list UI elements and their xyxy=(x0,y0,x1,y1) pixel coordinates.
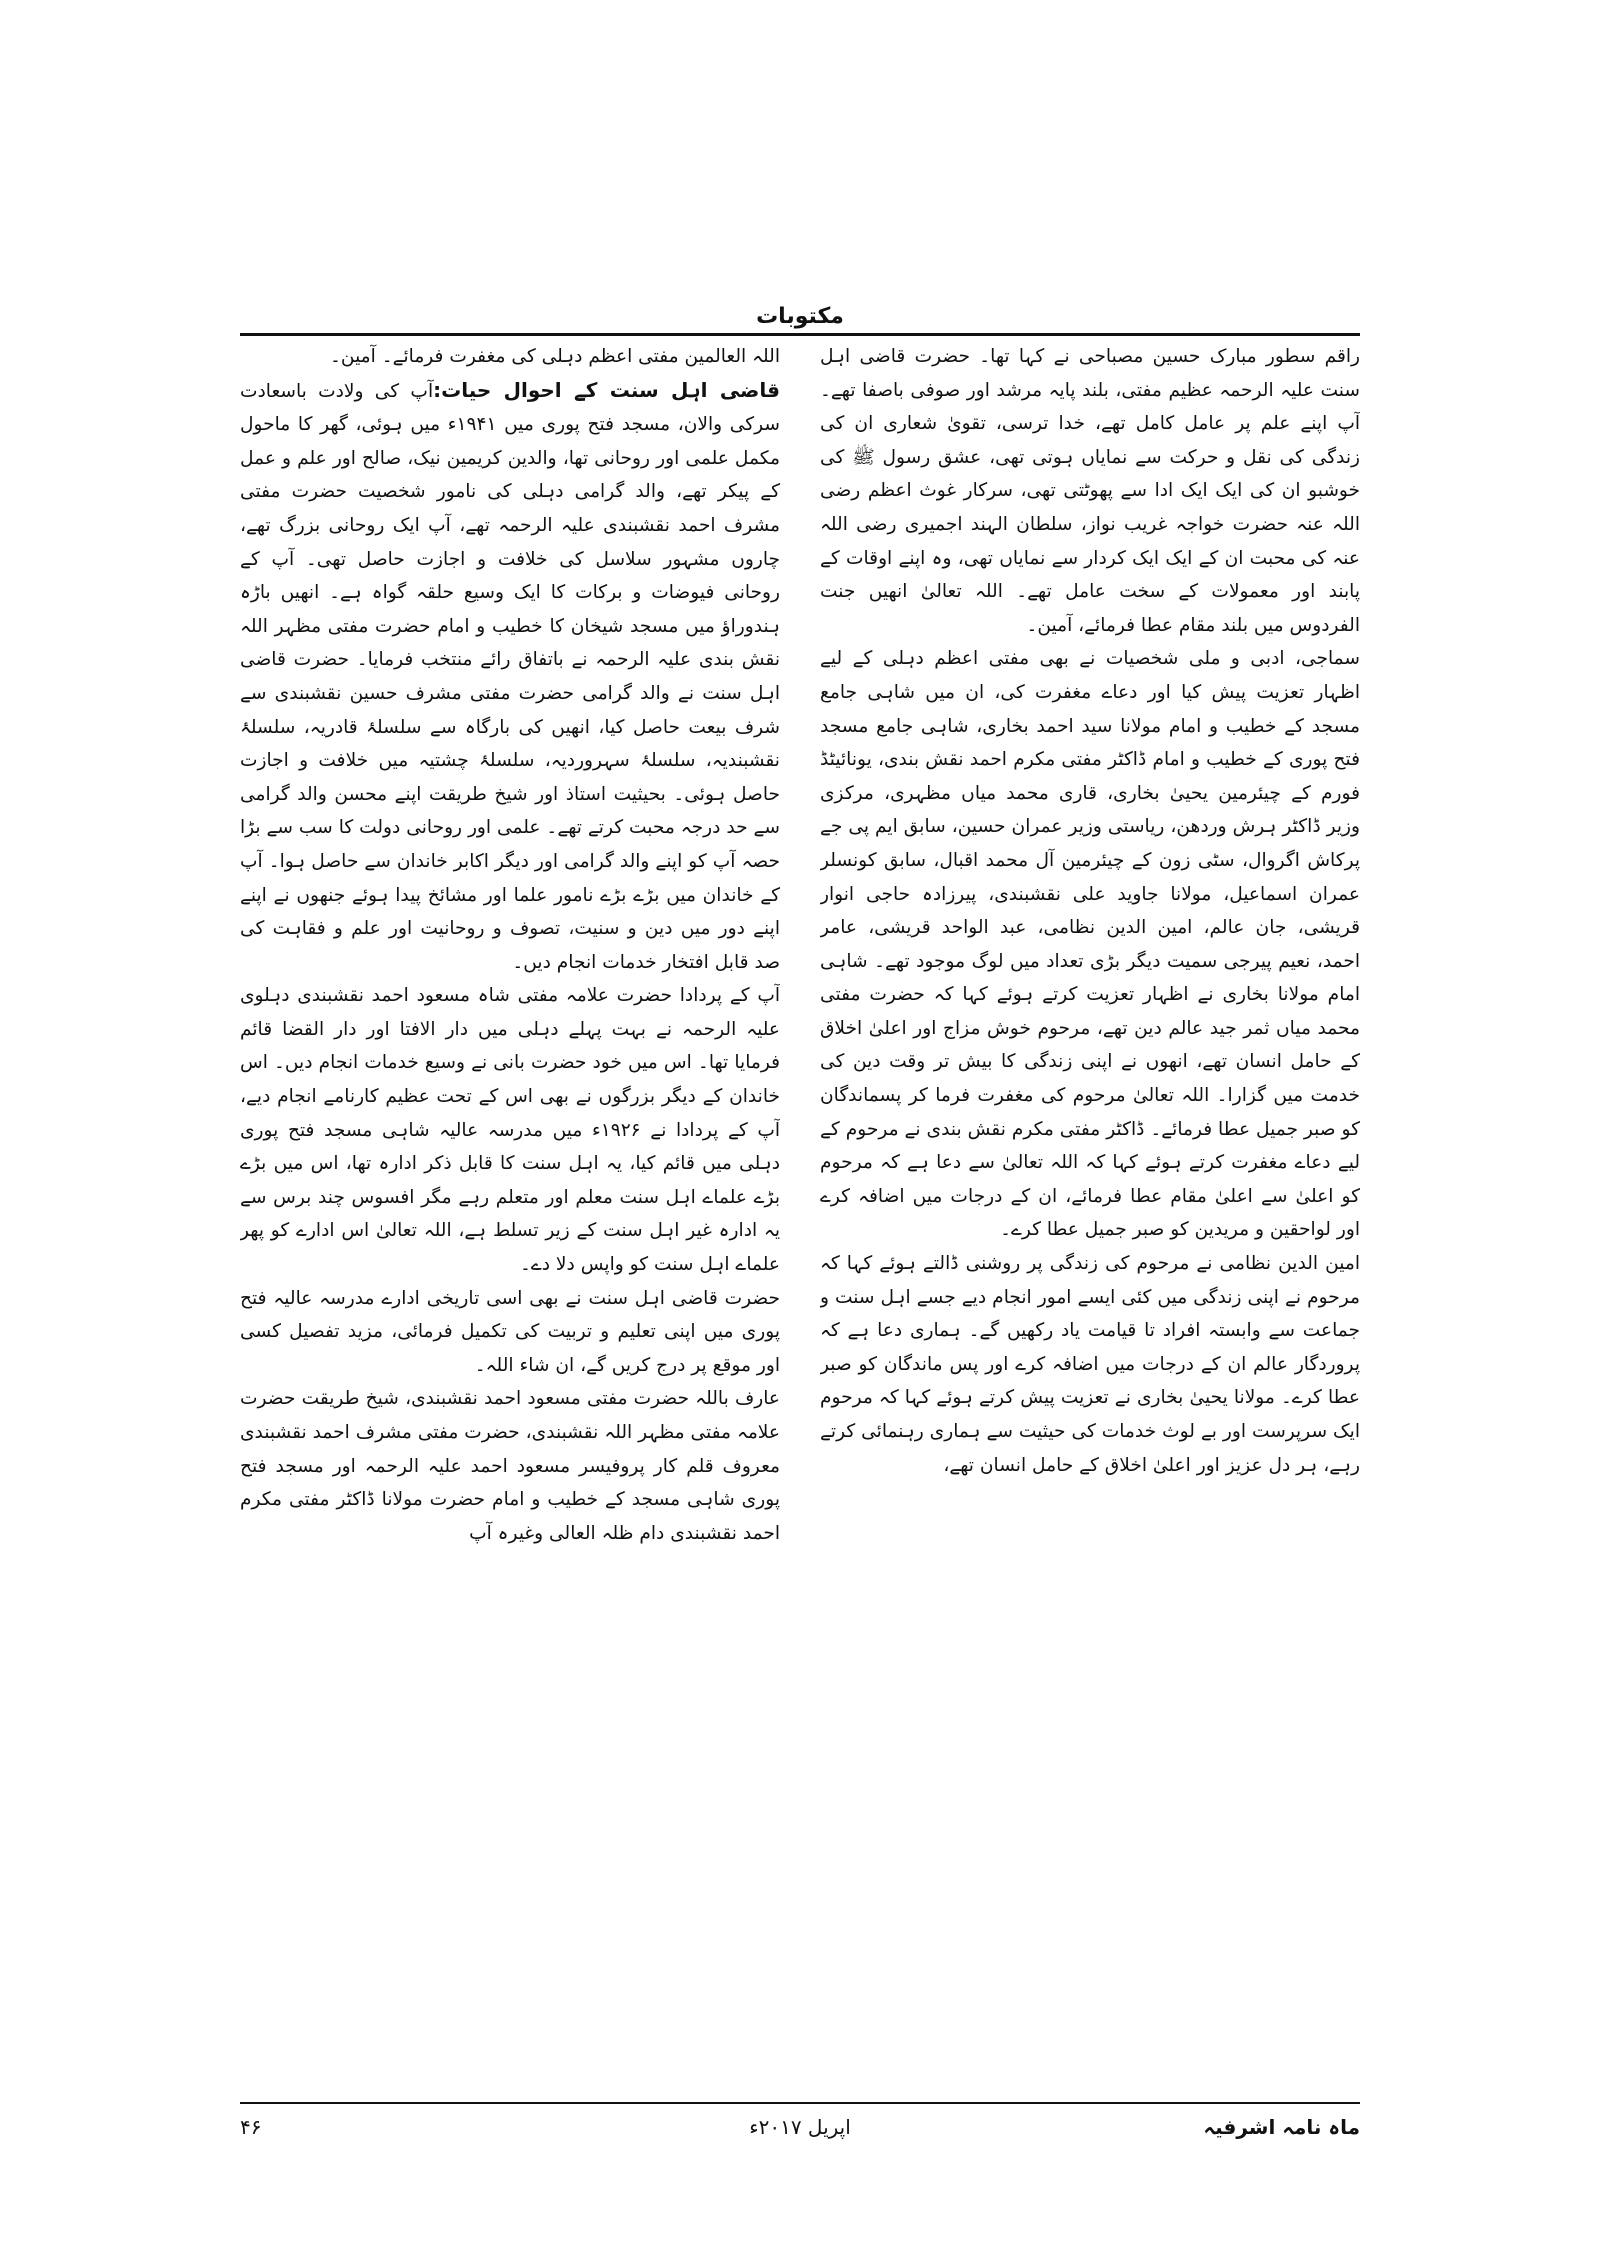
footer-magazine-name: ماہ نامہ اشرفیہ xyxy=(1203,2115,1360,2139)
paragraph: امین الدین نظامی نے مرحوم کی زندگی پر روشنی ڈالتے ہوئے کہا کہ مرحوم نے اپنی زندگی میں کئی ایسے امور انجام دیے جسے اہل سنت و جماعت سے وابستہ افراد تا قیامت یاد رکھیں گے۔ ہماری دعا ہے کہ پروردگار عالم ان کے درجات میں اضافہ کرے اور پس ماندگان کو صبر عطا کرے۔ مولانا یحییٰ بخاری نے تعزیت پیش کرتے ہوئے کہا کہ مرحوم ایک سرپرست اور بے لوث خدمات کی حیثیت سے ہماری رہنمائی کرتے رہے، ہر دل عزیز اور اعلیٰ اخلاق کے حامل انسان تھے، xyxy=(820,1253,1360,1476)
left-column xyxy=(240,340,780,2095)
paragraph: آپ کے پردادا حضرت علامہ مفتی شاہ مسعود احمد نقشبندی دہلوی علیہ الرحمہ نے بہت پہلے دہلی میں دار الافتا اور دار القضا قائم فرمایا تھا۔ اس میں خود حضرت بانی نے وسیع خدمات انجام دیں۔ اس خاندان کے دیگر بزرگوں نے بھی اس کے تحت عظیم کارنامے انجام دیے، آپ کے پردادا نے ۱۹۲۶ء میں مدرسہ عالیہ شاہی مسجد فتح پوری دہلی میں قائم کیا، یہ اہل سنت کا قابل ذکر ادارہ تھا، اس میں بڑے بڑے علماے اہل سنت معلم اور متعلم رہے مگر افسوس چند برس سے یہ ادارہ غیر اہل سنت کے زیر تسلط ہے، اللہ تعالیٰ اس ادارے کو پھر علماے اہل سنت کو واپس دلا دے۔ xyxy=(240,985,780,1276)
right-column xyxy=(820,340,1360,2095)
running-title: مکتوبات xyxy=(756,304,844,329)
page-number: ۴۶ xyxy=(240,2115,262,2139)
section-paragraph xyxy=(240,374,780,980)
section-heading: قاضی اہل سنت کے احوال حیات: xyxy=(433,377,780,402)
paragraph: حضرت قاضی اہل سنت نے بھی اسی تاریخی ادارے مدرسہ عالیہ فتح پوری میں اپنی تعلیم و تربیت کی تکمیل فرمائی، مزید تفصیل کسی اور موقع پر درج کریں گے، ان شاء اللہ۔ xyxy=(240,1287,780,1376)
paragraph: عارف باللہ حضرت مفتی مسعود احمد نقشبندی، شیخ طریقت حضرت علامہ مفتی مظہر اللہ نقشبندی، حضرت مفتی مشرف احمد نقشبندی معروف قلم کار پروفیسر مسعود احمد علیہ الرحمہ اور مسجد فتح پوری شاہی مسجد کے خطیب و امام حضرت مولانا ڈاکٹر مفتی مکرم احمد نقشبندی دام ظلہ العالی وغیرہ آپ xyxy=(240,1388,780,1544)
header-rule xyxy=(240,333,1360,336)
section-body: آپ کی ولادت باسعادت سرکی والان، مسجد فتح پوری میں ۱۹۴۱ء میں ہوئی، گھر کا ماحول مکمل علمی اور روحانی تھا، والدین کریمین نیک، صالح اور علم و عمل کے پیکر تھے، والد گرامی دہلی کی نامور شخصیت حضرت مفتی مشرف احمد نقشبندی علیہ الرحمہ تھے، آپ ایک روحانی بزرگ تھے، چاروں مشہور سلاسل کی خلافت و اجازت حاصل تھی۔ آپ کے روحانی فیوضات و برکات کا ایک وسیع حلقہ گواہ ہے۔ انھیں باڑہ ہندوراؤ میں مسجد شیخان کا خطیب و امام حضرت مفتی مظہر اللہ نقش بندی علیہ الرحمہ نے باتفاق رائے منتخب فرمایا۔ حضرت قاضی اہل سنت نے والد گرامی حضرت مفتی مشرف حسین نقشبندی سے شرف بیعت حاصل کیا، انھیں کی بارگاہ سے سلسلۂ قادریہ، سلسلۂ نقشبندیہ، سلسلۂ سہروردیہ، سلسلۂ چشتیہ میں خلافت و اجازت حاصل ہوئی۔ بحیثیت استاذ اور شیخ طریقت اپنے محسن والد گرامی سے حد درجہ محبت کرتے تھے۔ علمی اور روحانی دولت کا سب سے بڑا حصہ آپ کو اپنے والد گرامی اور دیگر اکابر خاندان سے حاصل ہوا۔ آپ کے خاندان میں بڑے بڑے نامور علما اور مشائخ پیدا ہوئے جنھوں نے اپنے اپنے دور میں دین و سنیت، تصوف و روحانیت اور علم و فقاہت کی صد قابل افتخار خدمات انجام دیں۔ xyxy=(240,380,780,973)
paragraph: راقم سطور مبارک حسین مصباحی نے کہا تھا۔ حضرت قاضی اہل سنت علیہ الرحمہ عظیم مفتی، بلند پایہ مرشد اور صوفی باصفا تھے۔ آپ اپنے علم پر عامل کامل تھے، خدا ترسی، تقویٰ شعاری ان کی زندگی کی نقل و حرکت سے نمایاں ہوتی تھی، عشق رسول ﷺ کی خوشبو ان کی ایک ایک ادا سے پھوٹتی تھی، سرکار غوث اعظم رضی اللہ عنہ حضرت خواجہ غریب نواز، سلطان الہند اجمیری رضی اللہ عنہ کی محبت ان کے ایک ایک کردار سے نمایاں تھی، وہ اپنے اوقات کے پابند اور معمولات کے سخت عامل تھے۔ اللہ تعالیٰ انھیں جنت الفردوس میں بلند مقام عطا فرمائے، آمین۔ xyxy=(820,346,1360,636)
footer-rule xyxy=(240,2102,1360,2104)
paragraph: اللہ العالمین مفتی اعظم دہلی کی مغفرت فرمائے۔ آمین۔ xyxy=(330,346,780,367)
footer-issue-date: اپریل ۲۰۱۷ء xyxy=(749,2115,851,2139)
paragraph: سماجی، ادبی و ملی شخصیات نے بھی مفتی اعظم دہلی کے لیے اظہار تعزیت پیش کیا اور دعاے مغفرت کی، ان میں شاہی جامع مسجد کے خطیب و امام مولانا سید احمد بخاری، شاہی جامع مسجد فتح پوری کے خطیب و امام ڈاکٹر مفتی مکرم احمد نقش بندی، یونائیٹڈ فورم کے چیئرمین یحییٰ بخاری، قاری محمد میاں مظہری، مرکزی وزیر ڈاکٹر ہرش وردھن، ریاستی وزیر عمران حسین، سابق ایم پی جے پرکاش اگروال، سٹی زون کے چیئرمین آل محمد اقبال، سابق کونسلر عمران اسماعیل، مولانا جاوید علی نقشبندی، پیرزادہ حاجی انوار قریشی، جان عالم، امین الدین نظامی، عبد الواحد قریشی، عامر احمد، نعیم پیرجی سمیت دیگر بڑی تعداد میں لوگ موجود تھے۔ شاہی امام مولانا بخاری نے اظہار تعزیت کرتے ہوئے کہا کہ حضرت مفتی محمد میاں ثمر جید عالم دین تھے، مرحوم خوش مزاج اور اعلیٰ اخلاق کے حامل انسان تھے، انھوں نے اپنی زندگی کا بیش تر وقت دین کی خدمت میں گزارا۔ اللہ تعالیٰ مرحوم کی مغفرت فرما کر پسماندگان کو صبر جمیل عطا فرمائے۔ ڈاکٹر مفتی مکرم نقش بندی نے مرحوم کے لیے دعاے مغفرت کرتے ہوئے کہا کہ اللہ تعالیٰ سے دعا ہے کہ مرحوم کو اعلیٰ سے اعلیٰ مقام عطا فرمائے، ان کے درجات میں اضافہ کرے اور لواحقین و مریدین کو صبر جمیل عطا کرے۔ xyxy=(820,648,1360,1241)
